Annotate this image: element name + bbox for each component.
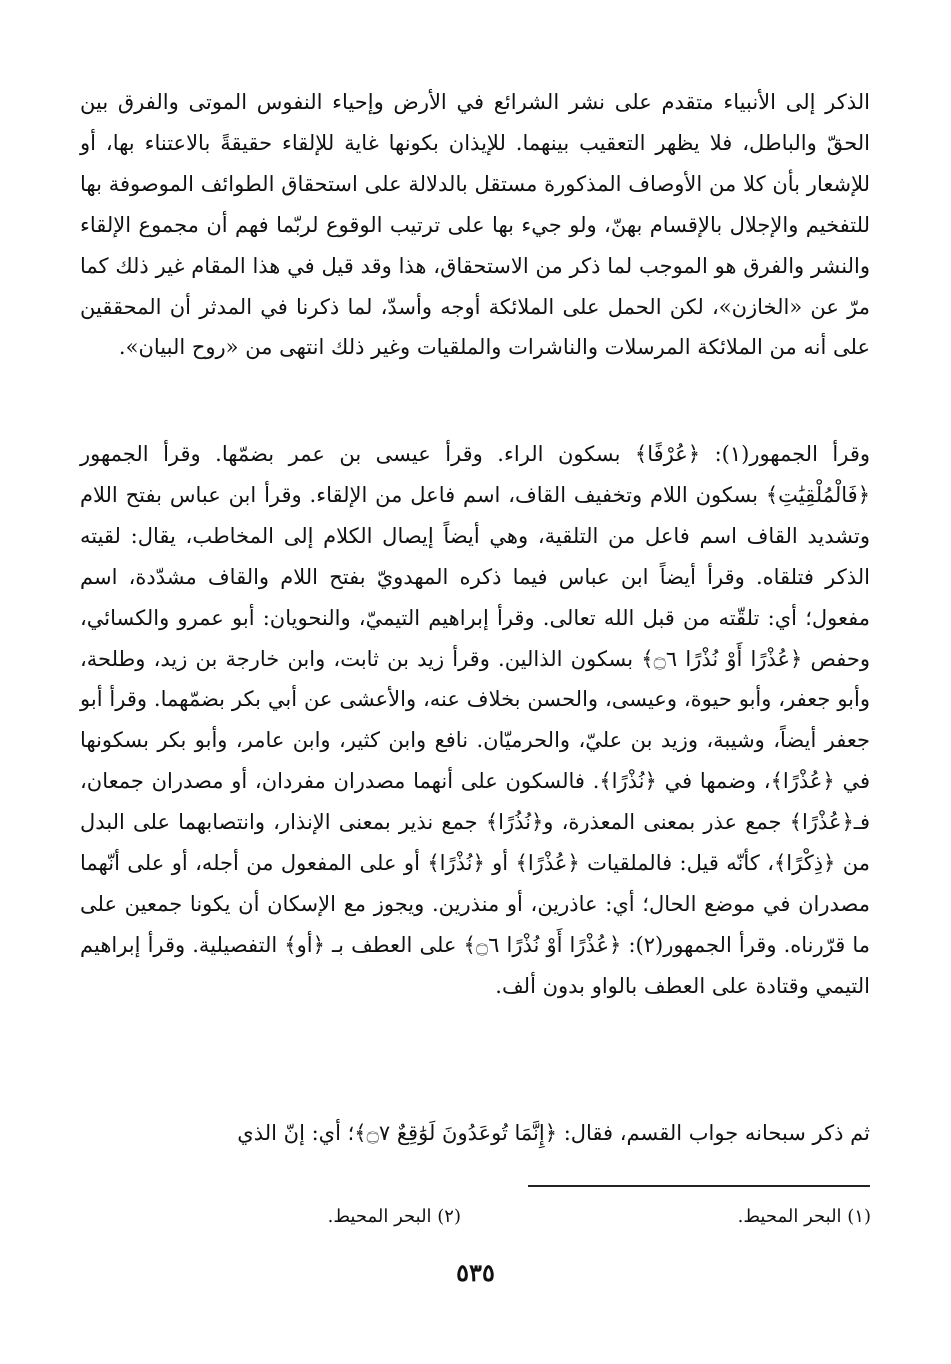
paragraph-readings: وقرأ الجمهور(١): ﴿عُرْفًا﴾ بسكون الراء. وقرأ عيسى بن عمر بضمّها. وقرأ الجمهور ﴿فَالْمُلْقِيَٰتِ﴾ بسكون اللام وتخفيف القاف، اسم فاعل من الإلقاء. وقرأ ابن عباس بفتح اللام وتشديد القاف اسم فاعل من التلقية، وهي أيضاً إيصال الكلام إلى المخاطب، يقال: لقيته الذكر فتلقاه. وقرأ أيضاً ابن عباس فيما ذكره المهدويّ بفتح اللام والقاف مشدّدة، اسم مفعول؛ أي: تلقّته من قبل الله تعالى. وقرأ إبراهيم التيميّ، والنحويان: أبو عمرو والكسائي، وحفص ﴿عُذْرًا أَوْ نُذْرًا ۝٦﴾ بسكون الذالين. وقرأ زيد بن ثابت، وابن خارجة بن زيد، وطلحة، وأبو جعفر، وأبو حيوة، وعيسى، والحسن بخلاف عنه، والأعشى عن أبي بكر بضمّهما. وقرأ أبو جعفر أيضاً، وشيبة، وزيد بن عليّ، والحرميّان. نافع وابن كثير، وابن عامر، وأبو بكر بسكونها في ﴿عُذْرًا﴾، وضمها في ﴿نُذْرًا﴾. فالسكون على أنهما مصدران مفردان، أو مصدران جمعان، فـ﴿عُذْرًا﴾ جمع عذر بمعنى المعذرة، و﴿نُذُرًا﴾ جمع نذير بمعنى الإنذار، وانتصابهما على البدل من ﴿ذِكْرًا﴾، كأنّه قيل: فالملقيات ﴿عُذْرًا﴾ أو ﴿نُذْرًا﴾ أو على المفعول من أجله، أو على أنّهما مصدران في موضع الحال؛ أي: عاذرين، أو منذرين. ويجوز مع الإسكان أن يكونا جمعين على ما قرّرناه. وقرأ الجمهور(٢): ﴿عُذْرًا أَوْ نُذْرًا ۝٦﴾ على العطف بـ ﴿أو﴾ التفصيلية. وقرأ إبراهيم التيمي وقتادة على العطف بالواو بدون ألف.	[80, 442, 871, 998]
footnote-1: (١) البحر المحيط.	[737, 1206, 871, 1227]
footnote-2: (٢) البحر المحيط.	[327, 1206, 461, 1227]
footnote-divider	[528, 1185, 870, 1187]
footnotes	[51, 1203, 871, 1231]
paragraph-oath-answer: ثم ذكر سبحانه جواب القسم، فقال: ﴿إِنَّمَا تُوعَدُونَ لَوَٰقِعٌ ۝٧﴾؛ أي: إنّ الذي	[237, 1121, 870, 1145]
page-number: ٥٣٥	[456, 1258, 495, 1287]
paragraph-commentary: الذكر إلى الأنبياء متقدم على نشر الشرائع في الأرض وإحياء النفوس الموتى والفرق بين الحقّ والباطل، فلا يظهر التعقيب بينهما. للإيذان بكونها غاية للإلقاء حقيقةً بالاعتناء بها، أو للإشعار بأن كلا من الأوصاف المذكورة مستقل بالدلالة على استحقاق الطوائف الموصوفة بها للتفخيم والإجلال بالإقسام بهنّ، ولو جيء بها على ترتيب الوقوع لربّما فهم أن مجموع الإلقاء والنشر والفرق هو الموجب لما ذكر من الاستحقاق، هذا وقد قيل في هذا المقام غير ذلك كما مرّ عن «الخازن»، لكن الحمل على الملائكة أوجه وأسدّ، لما ذكرنا في المدثر أن المحققين على أنه من الملائكة المرسلات والناشرات والملقيات وغير ذلك انتهى من «روح البيان».	[80, 90, 870, 360]
